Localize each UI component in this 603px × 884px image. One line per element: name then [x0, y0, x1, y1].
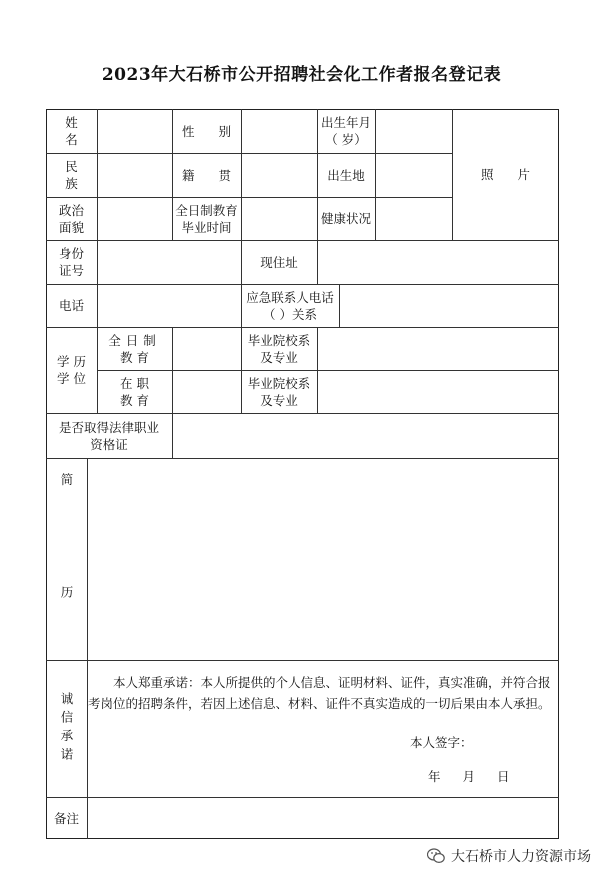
birth-date-field[interactable]	[376, 110, 452, 153]
ethnicity-field[interactable]	[98, 154, 172, 197]
birth-date-label-line2: （ 岁）	[325, 132, 367, 147]
watermark-text: 大石桥市人力资源市场	[451, 849, 591, 865]
fulltime-school-label	[241, 327, 317, 370]
law-certificate-label-line2: 资格证	[90, 436, 128, 452]
gender-field[interactable]	[242, 110, 317, 153]
watermark	[427, 846, 591, 866]
id-number-label	[46, 240, 97, 284]
fulltime-school-label-line1: 毕业院校系	[247, 332, 311, 348]
signature-field[interactable]	[468, 728, 548, 748]
phone-label: 电话	[58, 298, 84, 313]
birthplace-label: 出生地	[327, 167, 365, 183]
emergency-contact-field[interactable]	[340, 285, 558, 327]
signature-label: 本人签字：	[410, 735, 473, 750]
emergency-contact-label-line1: 应急联系人电话	[246, 289, 334, 305]
birth-date-label-line1: 出生年月	[320, 115, 371, 130]
inservice-school-field[interactable]	[318, 371, 558, 413]
emergency-contact-label-line2: （ ）关系	[263, 306, 317, 322]
name-label: 姓 名	[65, 115, 96, 147]
wechat-icon	[427, 848, 445, 864]
law-certificate-field[interactable]	[173, 414, 558, 458]
remarks-field[interactable]	[88, 798, 558, 838]
form-title: 2023年大石桥市公开招聘社会化工作者报名登记表	[101, 65, 502, 85]
fulltime-graduation-label	[172, 197, 241, 240]
fulltime-education-label-line1: 全日制	[108, 332, 161, 348]
emergency-contact-label	[241, 284, 339, 327]
fulltime-school-field[interactable]	[318, 328, 558, 370]
health-field[interactable]	[376, 198, 452, 240]
inservice-education-label-line1: 在 职	[120, 375, 149, 391]
resume-label: 简 历	[59, 472, 74, 646]
law-certificate-label-line1: 是否取得法律职业	[58, 419, 159, 435]
fulltime-education-label	[97, 327, 172, 370]
inservice-school-label-line1: 毕业院校系	[247, 375, 311, 391]
native-place-label: 籍 贯	[182, 167, 241, 183]
row-divider	[46, 660, 559, 661]
fulltime-graduation-label-line1: 全日制教育	[175, 202, 238, 218]
political-status-field[interactable]	[98, 198, 172, 240]
date-label: 年 月 日	[428, 769, 510, 784]
inservice-school-label-line2: 及专业	[260, 392, 298, 408]
education-degree-label-line2: 学 位	[57, 371, 86, 386]
fulltime-school-label-line2: 及专业	[260, 349, 298, 365]
integrity-pledge-label: 诚信承诺	[59, 691, 74, 766]
photo-box[interactable]: 照 片	[481, 167, 540, 182]
political-status-label	[46, 197, 97, 240]
resume-field[interactable]	[88, 459, 558, 660]
education-degree-label	[46, 327, 97, 413]
pledge-text: 本人郑重承诺：本人所提供的个人信息、证明材料、证件，真实准确，并符合报考岗位的招聘条件，若因上述信息、材料、证件不真实造成的一切后果由本人承担。	[88, 675, 551, 711]
inservice-education-label-line2: 教 育	[120, 392, 149, 408]
phone-field[interactable]	[98, 285, 241, 327]
fulltime-education-field[interactable]	[173, 328, 241, 370]
id-number-label-line2: 证号	[58, 263, 84, 278]
birthplace-field[interactable]	[376, 154, 452, 197]
inservice-education-label	[97, 370, 172, 413]
id-number-label-line1: 身份	[58, 246, 84, 261]
current-address-label: 现住址	[260, 254, 298, 270]
inservice-education-field[interactable]	[173, 371, 241, 413]
current-address-field[interactable]	[318, 241, 558, 284]
name-field[interactable]	[98, 110, 172, 153]
ethnicity-label: 民 族	[65, 159, 96, 191]
health-label: 健康状况	[320, 211, 371, 226]
id-number-field[interactable]	[98, 241, 241, 284]
fulltime-graduation-label-line2: 毕业时间	[181, 219, 232, 235]
fulltime-education-label-line2: 教 育	[120, 349, 149, 365]
inservice-school-label	[241, 370, 317, 413]
birth-date-label	[317, 109, 375, 153]
political-status-label-line1: 政治	[58, 202, 84, 218]
native-place-field[interactable]	[242, 154, 317, 197]
gender-label: 性 别	[182, 123, 241, 139]
fulltime-graduation-field[interactable]	[242, 198, 317, 240]
education-degree-label-line1: 学 历	[57, 354, 86, 369]
political-status-label-line2: 面貌	[58, 219, 84, 235]
remarks-label: 备注	[53, 810, 79, 826]
law-certificate-label	[46, 413, 172, 458]
